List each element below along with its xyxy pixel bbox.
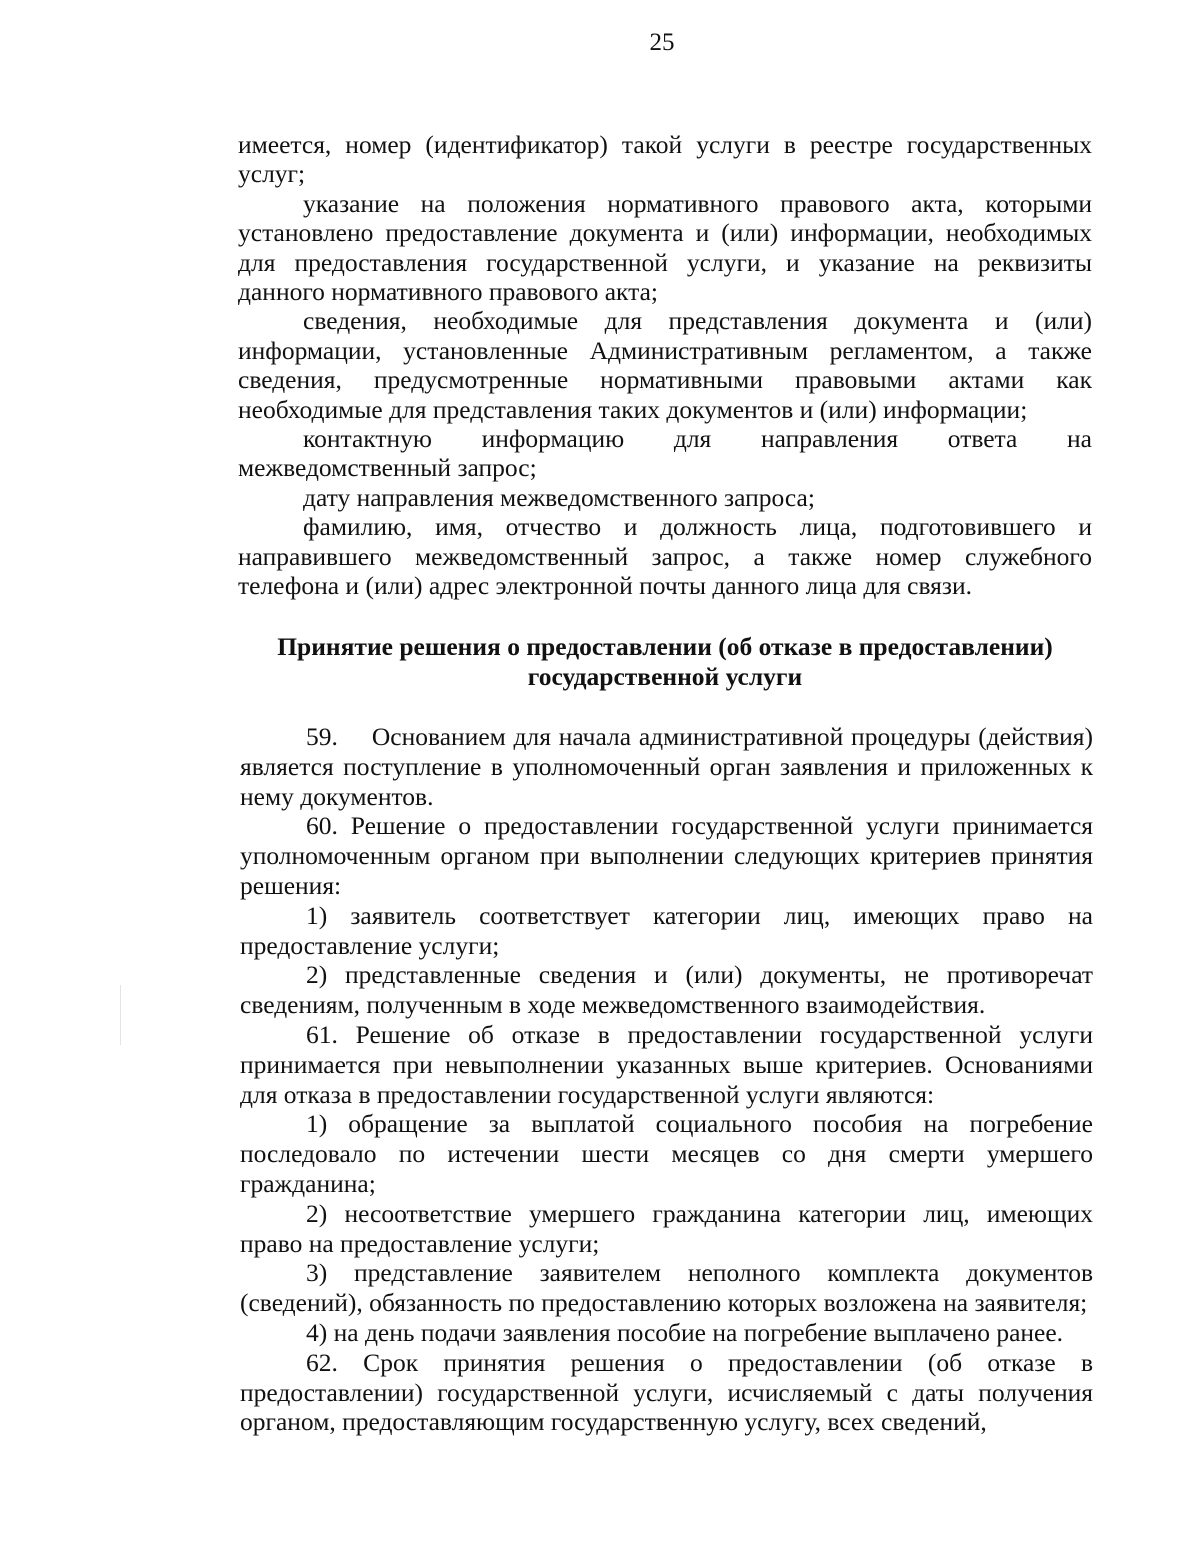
item-number: 59. [306, 722, 338, 751]
item-text: Основанием для начала административной процедуры (действия) является поступление в уполномоченный орган заявления и приложенных к нему документов. [240, 722, 1093, 811]
section-heading-line: Принятие решения о предоставлении (об отказе в предоставлении) [277, 631, 1053, 661]
scan-margin-mark [120, 985, 121, 1045]
paragraph: имеется, номер (идентификатор) такой услуги в реестре государственных услуг; [238, 130, 1092, 189]
paragraph: 60. Решение о предоставлении государственной услуги принимается уполномоченным органом при выполнении следующих критериев принятия решения: [240, 811, 1093, 900]
paragraph: 4) на день подачи заявления пособие на погребение выплачено ранее. [306, 1317, 1064, 1347]
paragraph: контактную информацию для направления ответа на межведомственный запрос; [238, 424, 1092, 483]
paragraph: дату направления межведомственного запроса; [303, 482, 815, 512]
section-heading [238, 632, 1092, 692]
paragraph: фамилию, имя, отчество и должность лица, подготовившего и направившего межведомственный запрос, а также номер служебного телефона и (или) адрес электронной почты данного лица для связи. [238, 512, 1092, 601]
paragraph-item-59 [240, 722, 1093, 811]
paragraph: указание на положения нормативного правового акта, которыми установлено предоставление документа и (или) информации, необходимых для предоставления государственной услуги, и указание на реквизиты данного нормативного правового акта; [238, 188, 1092, 307]
paragraph: 2) несоответствие умершего гражданина категории лиц, имеющих право на предоставление услуги; [240, 1198, 1093, 1258]
document-body-top [238, 130, 1092, 692]
paragraph: 1) заявитель соответствует категории лиц, имеющих право на предоставление услуги; [240, 900, 1093, 960]
page-number: 25 [649, 29, 675, 56]
paragraph: сведения, необходимые для представления документа и (или) информации, установленные Административным регламентом, а также сведения, предусмотренные нормативными правовыми актами как необходимые для представления таких документов и (или) информации; [238, 306, 1092, 424]
paragraph: 61. Решение об отказе в предоставлении государственной услуги принимается при невыполнении указанных выше критериев. Основаниями для отказа в предоставлении государственной услуги являются: [240, 1019, 1093, 1109]
paragraph: 1) обращение за выплатой социального пособия на погребение последовало по истечении шести месяцев со дня смерти умершего гражданина; [240, 1109, 1093, 1198]
document-body-lower [240, 722, 1093, 1437]
paragraph: 2) представленные сведения и (или) документы, не противоречат сведениям, полученным в ходе межведомственного взаимодействия. [240, 960, 1093, 1020]
paragraph: 3) представление заявителем неполного комплекта документов (сведений), обязанность по предоставлению которых возложена на заявителя; [240, 1258, 1093, 1318]
paragraph: 62. Срок принятия решения о предоставлении (об отказе в предоставлении) государственной услуги, исчисляемый с даты получения органом, предоставляющим государственную услугу, всех сведений, [240, 1347, 1093, 1437]
section-heading-line: государственной услуги [527, 661, 803, 691]
